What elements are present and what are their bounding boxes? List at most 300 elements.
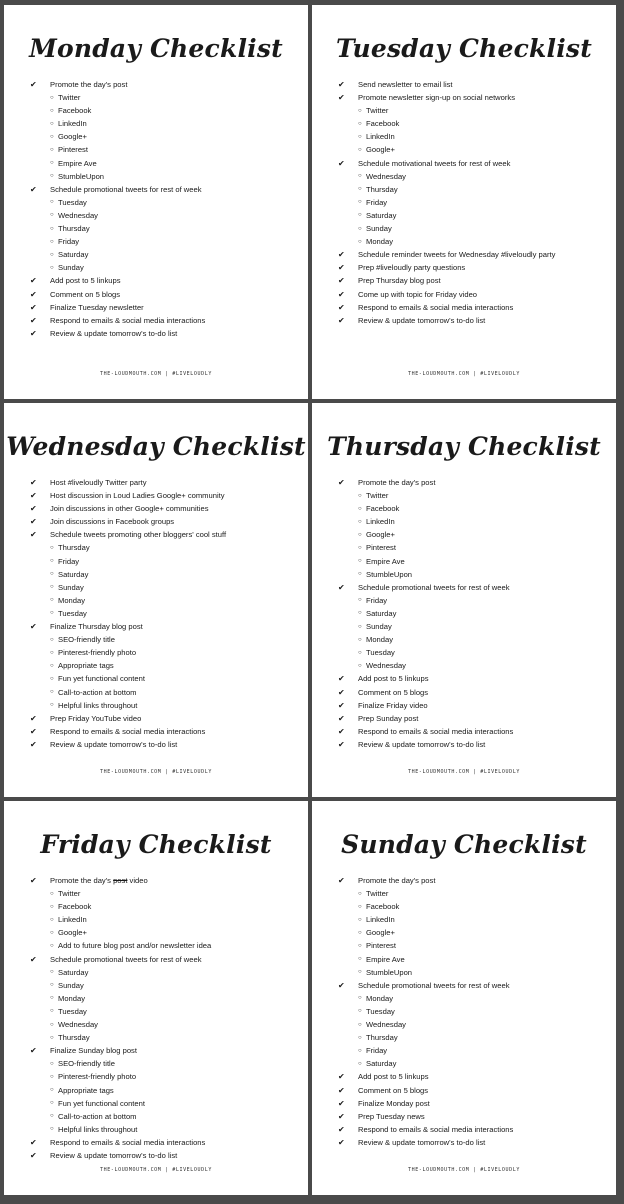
bullet-icon: ○ bbox=[50, 1008, 54, 1015]
item-text: Helpful links throughout bbox=[58, 700, 138, 710]
item-text: Review & update tomorrow's to-do list bbox=[358, 1137, 486, 1147]
checklist-item bbox=[338, 581, 616, 594]
checkmark-icon: ✔ bbox=[30, 1150, 37, 1160]
checkmark-icon: ✔ bbox=[30, 315, 37, 325]
checklist-subitem bbox=[30, 248, 308, 261]
card-title: Wednesday Checklist bbox=[6, 432, 306, 461]
item-text-struck: post bbox=[113, 876, 128, 885]
bullet-icon: ○ bbox=[50, 120, 54, 127]
item-text: Wednesday bbox=[58, 210, 98, 220]
bullet-icon: ○ bbox=[358, 1021, 362, 1028]
checkmark-icon: ✔ bbox=[30, 289, 37, 299]
item-text: Pinterest-friendly photo bbox=[58, 648, 137, 658]
item-text: Friday bbox=[366, 595, 388, 605]
checkmark-icon: ✔ bbox=[338, 739, 345, 749]
checklist-subitem bbox=[30, 1123, 308, 1136]
checklist-item bbox=[338, 157, 616, 170]
footer: THE-LOUDMOUTH.COM | #LIVELOUDLY bbox=[100, 371, 212, 377]
checklist-subitem bbox=[30, 143, 308, 156]
checklist-item bbox=[30, 1149, 308, 1162]
bullet-icon: ○ bbox=[50, 636, 54, 643]
bullet-icon: ○ bbox=[50, 173, 54, 180]
item-text: Review & update tomorrow's to-do list bbox=[50, 739, 178, 749]
item-text: Review & update tomorrow's to-do list bbox=[50, 328, 178, 338]
checklist-subitem bbox=[338, 939, 616, 952]
item-text: Call-to-action at bottom bbox=[58, 1111, 137, 1121]
item-text: Monday bbox=[366, 993, 394, 1003]
checkmark-icon: ✔ bbox=[338, 1072, 345, 1082]
item-text: Prep Friday YouTube video bbox=[50, 713, 142, 723]
checkmark-icon: ✔ bbox=[338, 713, 345, 723]
item-text: Wednesday bbox=[366, 661, 406, 671]
checklist-item bbox=[338, 91, 616, 104]
checklist-item bbox=[338, 874, 616, 887]
checklist-subitem bbox=[338, 183, 616, 196]
checklist-subitem bbox=[30, 1031, 308, 1044]
item-text: Google+ bbox=[366, 145, 395, 155]
card-title: Thursday Checklist bbox=[327, 432, 601, 461]
checklist-subitem bbox=[338, 555, 616, 568]
checkmark-icon: ✔ bbox=[338, 93, 345, 103]
checklist-subitem bbox=[30, 130, 308, 143]
bullet-icon: ○ bbox=[358, 1047, 362, 1054]
bullet-icon: ○ bbox=[50, 584, 54, 591]
bullet-icon: ○ bbox=[50, 610, 54, 617]
checklist-subitem bbox=[338, 104, 616, 117]
checklist-item bbox=[338, 261, 616, 274]
checklist bbox=[312, 874, 616, 1149]
checklist-subitem bbox=[338, 502, 616, 515]
item-text: Send newsletter to email list bbox=[358, 80, 453, 89]
checklist-subitem bbox=[338, 235, 616, 248]
checklist-subitem bbox=[30, 1084, 308, 1097]
item-text: Respond to emails & social media interactions bbox=[50, 315, 206, 325]
bullet-icon: ○ bbox=[358, 942, 362, 949]
checklist-subitem bbox=[338, 926, 616, 939]
item-text: Finalize Tuesday newsletter bbox=[50, 302, 144, 312]
checklist-item bbox=[338, 979, 616, 992]
footer: THE-LOUDMOUTH.COM | #LIVELOUDLY bbox=[408, 1167, 520, 1173]
item-text: Wednesday bbox=[58, 1020, 98, 1030]
checklist-subitem bbox=[30, 1110, 308, 1123]
item-text: Promote the day's post bbox=[358, 876, 436, 885]
checklist-subitem bbox=[30, 699, 308, 712]
item-text: Saturday bbox=[366, 210, 397, 220]
checklist-item bbox=[338, 1097, 616, 1110]
checklist-subitem bbox=[30, 541, 308, 554]
item-text: Join discussions in other Google+ communities bbox=[50, 504, 209, 514]
bullet-icon: ○ bbox=[358, 531, 362, 538]
item-text: Monday bbox=[58, 993, 86, 1003]
card-tuesday bbox=[312, 5, 616, 399]
item-text: Twitter bbox=[58, 93, 81, 103]
bullet-icon: ○ bbox=[50, 702, 54, 709]
checklist-subitem bbox=[338, 659, 616, 672]
checkmark-icon: ✔ bbox=[338, 700, 345, 710]
bullet-icon: ○ bbox=[50, 212, 54, 219]
checklist-item bbox=[30, 620, 308, 633]
item-text: Respond to emails & social media interactions bbox=[358, 302, 514, 312]
bullet-icon: ○ bbox=[358, 107, 362, 114]
checklist-item bbox=[30, 725, 308, 738]
checkmark-icon: ✔ bbox=[30, 80, 37, 89]
checklist-subitem bbox=[30, 555, 308, 568]
checklist-item bbox=[30, 528, 308, 541]
checklist-subitem bbox=[30, 222, 308, 235]
checklist-item bbox=[30, 515, 308, 528]
item-text: Google+ bbox=[366, 928, 395, 938]
checklist-item bbox=[30, 502, 308, 515]
item-text: Thursday bbox=[366, 184, 398, 194]
checklist bbox=[4, 874, 308, 1162]
bullet-icon: ○ bbox=[50, 1060, 54, 1067]
item-text: Saturday bbox=[58, 967, 89, 977]
item-text: Sunday bbox=[58, 980, 84, 990]
item-text: Prep Sunday post bbox=[358, 713, 419, 723]
item-text: SEO-friendly title bbox=[58, 1059, 115, 1069]
checklist-item bbox=[30, 327, 308, 340]
checkmark-icon: ✔ bbox=[30, 478, 37, 487]
bullet-icon: ○ bbox=[358, 890, 362, 897]
item-text: Join discussions in Facebook groups bbox=[50, 517, 175, 527]
checklist-subitem bbox=[30, 992, 308, 1005]
item-text: Facebook bbox=[366, 902, 400, 912]
item-text: Friday bbox=[58, 237, 80, 247]
bullet-icon: ○ bbox=[358, 492, 362, 499]
checklist-subitem bbox=[30, 104, 308, 117]
checklist-subitem bbox=[30, 117, 308, 130]
checklist-subitem bbox=[30, 91, 308, 104]
item-text: SEO-friendly title bbox=[58, 635, 115, 645]
item-text: Thursday bbox=[58, 543, 90, 553]
item-text: Twitter bbox=[366, 491, 389, 501]
item-text: Friday bbox=[366, 197, 388, 207]
checklist-item bbox=[30, 738, 308, 751]
checklist-subitem bbox=[30, 646, 308, 659]
checkmark-icon: ✔ bbox=[338, 302, 345, 312]
checklist-subitem bbox=[338, 607, 616, 620]
item-text: Thursday bbox=[58, 1033, 90, 1043]
checkmark-icon: ✔ bbox=[30, 184, 37, 194]
item-text: Finalize Monday post bbox=[358, 1098, 430, 1108]
item-text: Tuesday bbox=[58, 1006, 87, 1016]
checklist-item bbox=[30, 874, 308, 887]
checklist-subitem bbox=[338, 209, 616, 222]
item-text: Sunday bbox=[366, 224, 392, 234]
checklist-item bbox=[30, 288, 308, 301]
bullet-icon: ○ bbox=[50, 264, 54, 271]
checkmark-icon: ✔ bbox=[30, 622, 37, 632]
checklist-item bbox=[30, 274, 308, 287]
checkmark-icon: ✔ bbox=[30, 876, 37, 885]
bullet-icon: ○ bbox=[50, 558, 54, 565]
item-text: Fun yet functional content bbox=[58, 674, 145, 684]
checklist-item bbox=[30, 476, 308, 489]
bullet-icon: ○ bbox=[50, 675, 54, 682]
bullet-icon: ○ bbox=[358, 916, 362, 923]
item-text: Promote the day's post bbox=[358, 478, 436, 487]
bullet-icon: ○ bbox=[50, 160, 54, 167]
checkmark-icon: ✔ bbox=[338, 1085, 345, 1095]
item-text: Schedule motivational tweets for rest of week bbox=[358, 158, 511, 168]
footer: THE-LOUDMOUTH.COM | #LIVELOUDLY bbox=[408, 769, 520, 775]
checklist-item bbox=[338, 301, 616, 314]
checkmark-icon: ✔ bbox=[338, 726, 345, 736]
item-text: Wednesday bbox=[366, 171, 406, 181]
checklist-subitem bbox=[30, 979, 308, 992]
bullet-icon: ○ bbox=[50, 903, 54, 910]
bullet-icon: ○ bbox=[50, 251, 54, 258]
checklist-subitem bbox=[30, 607, 308, 620]
checkmark-icon: ✔ bbox=[30, 328, 37, 338]
item-text: Empire Ave bbox=[366, 954, 405, 964]
bullet-icon: ○ bbox=[50, 225, 54, 232]
checklist-item bbox=[30, 1136, 308, 1149]
checklist-subitem bbox=[30, 900, 308, 913]
checklist-subitem bbox=[30, 939, 308, 952]
checklist-subitem bbox=[30, 966, 308, 979]
bullet-icon: ○ bbox=[50, 107, 54, 114]
bullet-icon: ○ bbox=[358, 903, 362, 910]
item-text: Pinterest bbox=[366, 543, 396, 553]
item-text: Schedule reminder tweets for Wednesday #liveloudly party bbox=[358, 250, 556, 260]
checklist-item bbox=[338, 1136, 616, 1149]
item-text: Thursday bbox=[366, 1033, 398, 1043]
item-text: Schedule promotional tweets for rest of week bbox=[50, 184, 202, 194]
checklist-item bbox=[338, 288, 616, 301]
checklist-subitem bbox=[30, 209, 308, 222]
checklist-subitem bbox=[30, 157, 308, 170]
checklist-subitem bbox=[30, 686, 308, 699]
checkmark-icon: ✔ bbox=[30, 491, 37, 501]
item-text: Sunday bbox=[58, 582, 84, 592]
bullet-icon: ○ bbox=[358, 518, 362, 525]
checklist-subitem bbox=[30, 594, 308, 607]
item-text: Twitter bbox=[366, 106, 389, 116]
item-text: Prep Tuesday news bbox=[358, 1111, 425, 1121]
item-text: Comment on 5 blogs bbox=[358, 1085, 429, 1095]
checklist bbox=[312, 78, 616, 327]
item-text: StumbleUpon bbox=[366, 967, 413, 977]
checkmark-icon: ✔ bbox=[338, 1124, 345, 1134]
bullet-icon: ○ bbox=[358, 571, 362, 578]
bullet-icon: ○ bbox=[358, 120, 362, 127]
item-text: StumbleUpon bbox=[58, 171, 105, 181]
checklist-subitem bbox=[30, 581, 308, 594]
bullet-icon: ○ bbox=[358, 505, 362, 512]
checklist-item bbox=[30, 314, 308, 327]
item-text: Respond to emails & social media interactions bbox=[358, 1124, 514, 1134]
item-text: Schedule promotional tweets for rest of week bbox=[358, 980, 510, 990]
bullet-icon: ○ bbox=[50, 1100, 54, 1107]
bullet-icon: ○ bbox=[50, 1073, 54, 1080]
checklist-subitem bbox=[338, 620, 616, 633]
checklist-subitem bbox=[30, 568, 308, 581]
item-text: LinkedIn bbox=[366, 915, 395, 925]
checkmark-icon: ✔ bbox=[30, 1137, 37, 1147]
checkmark-icon: ✔ bbox=[338, 1111, 345, 1121]
item-text: Review & update tomorrow's to-do list bbox=[50, 1150, 178, 1160]
bullet-icon: ○ bbox=[50, 969, 54, 976]
checklist-subitem bbox=[30, 170, 308, 183]
checklist-subitem bbox=[338, 633, 616, 646]
checklist-item bbox=[30, 78, 308, 91]
bullet-icon: ○ bbox=[358, 662, 362, 669]
checklist-item bbox=[30, 953, 308, 966]
item-text: video bbox=[127, 876, 148, 885]
checkmark-icon: ✔ bbox=[338, 1137, 345, 1147]
checkmark-icon: ✔ bbox=[30, 713, 37, 723]
item-text: Monday bbox=[366, 237, 394, 247]
item-text: Pinterest bbox=[366, 941, 396, 951]
checkmark-icon: ✔ bbox=[338, 289, 345, 299]
item-text: Empire Ave bbox=[366, 556, 405, 566]
checklist-subitem bbox=[30, 261, 308, 274]
checklist-subitem bbox=[338, 143, 616, 156]
item-text: Appropriate tags bbox=[58, 661, 114, 671]
bullet-icon: ○ bbox=[50, 94, 54, 101]
item-text: Twitter bbox=[366, 889, 389, 899]
checklist-subitem bbox=[338, 646, 616, 659]
bullet-icon: ○ bbox=[50, 1034, 54, 1041]
checklist-item bbox=[338, 686, 616, 699]
item-text: LinkedIn bbox=[366, 517, 395, 527]
checkmark-icon: ✔ bbox=[338, 687, 345, 697]
bullet-icon: ○ bbox=[358, 1008, 362, 1015]
item-text: Tuesday bbox=[58, 197, 87, 207]
bullet-icon: ○ bbox=[358, 597, 362, 604]
checklist-item bbox=[338, 1070, 616, 1083]
item-text: Schedule tweets promoting other bloggers' cool stuff bbox=[50, 530, 227, 540]
footer: THE-LOUDMOUTH.COM | #LIVELOUDLY bbox=[408, 371, 520, 377]
bullet-icon: ○ bbox=[50, 199, 54, 206]
checklist-item bbox=[30, 301, 308, 314]
bullet-icon: ○ bbox=[50, 1021, 54, 1028]
item-text: Schedule promotional tweets for rest of week bbox=[50, 954, 202, 964]
checklist-item bbox=[338, 699, 616, 712]
item-text: Monday bbox=[58, 595, 86, 605]
checkmark-icon: ✔ bbox=[338, 478, 345, 487]
item-text: Twitter bbox=[58, 889, 81, 899]
item-text: Tuesday bbox=[366, 1006, 395, 1016]
item-text: Monday bbox=[366, 635, 394, 645]
checkmark-icon: ✔ bbox=[338, 263, 345, 273]
checkmark-icon: ✔ bbox=[30, 504, 37, 514]
item-text: Facebook bbox=[58, 106, 92, 116]
checklist-item bbox=[338, 314, 616, 327]
item-text: Review & update tomorrow's to-do list bbox=[358, 315, 486, 325]
item-text: Empire Ave bbox=[58, 158, 97, 168]
checklist-item bbox=[338, 476, 616, 489]
checklist-item bbox=[338, 1110, 616, 1123]
checklist-subitem bbox=[30, 235, 308, 248]
checklist-subitem bbox=[30, 1057, 308, 1070]
item-text: Finalize Sunday blog post bbox=[50, 1046, 137, 1056]
item-text: Saturday bbox=[366, 1059, 397, 1069]
footer: THE-LOUDMOUTH.COM | #LIVELOUDLY bbox=[100, 1167, 212, 1173]
bullet-icon: ○ bbox=[50, 689, 54, 695]
card-wednesday bbox=[4, 403, 308, 797]
checklist-subitem bbox=[338, 913, 616, 926]
item-text: Promote the day's post bbox=[50, 80, 128, 89]
checkmark-icon: ✔ bbox=[30, 302, 37, 312]
bullet-icon: ○ bbox=[358, 610, 362, 617]
item-text: Fun yet functional content bbox=[58, 1098, 145, 1108]
checkmark-icon: ✔ bbox=[30, 1046, 37, 1056]
checkmark-icon: ✔ bbox=[338, 158, 345, 168]
item-text: Facebook bbox=[366, 504, 400, 514]
item-text: Promote newsletter sign-up on social networks bbox=[358, 93, 516, 103]
card-monday bbox=[4, 5, 308, 399]
checklist-item bbox=[30, 712, 308, 725]
item-text: StumbleUpon bbox=[366, 569, 413, 579]
checklist-subitem bbox=[338, 489, 616, 502]
card-title: Monday Checklist bbox=[29, 34, 283, 63]
checkmark-icon: ✔ bbox=[338, 582, 345, 592]
item-text: Add post to 5 linkups bbox=[358, 674, 429, 684]
checklist-subitem bbox=[30, 196, 308, 209]
checkmark-icon: ✔ bbox=[30, 726, 37, 736]
item-text: Promote the day's bbox=[50, 876, 114, 885]
card-title: Tuesday Checklist bbox=[336, 34, 592, 63]
checklist-item bbox=[338, 248, 616, 261]
item-text: Tuesday bbox=[366, 648, 395, 658]
bullet-icon: ○ bbox=[50, 942, 54, 949]
bullet-icon: ○ bbox=[358, 929, 362, 936]
checklist-subitem bbox=[30, 1005, 308, 1018]
bullet-icon: ○ bbox=[358, 623, 362, 630]
card-title: Sunday Checklist bbox=[341, 830, 587, 859]
bullet-icon: ○ bbox=[50, 982, 54, 989]
bullet-icon: ○ bbox=[50, 890, 54, 897]
bullet-icon: ○ bbox=[50, 649, 54, 656]
checkmark-icon: ✔ bbox=[338, 980, 345, 990]
item-text: Tuesday bbox=[58, 608, 87, 618]
checklist-subitem bbox=[30, 672, 308, 685]
bullet-icon: ○ bbox=[50, 916, 54, 923]
checklist-item bbox=[30, 1044, 308, 1057]
bullet-icon: ○ bbox=[50, 1113, 54, 1120]
checklist-item bbox=[338, 712, 616, 725]
item-text: Host discussion in Loud Ladies Google+ community bbox=[50, 491, 225, 501]
item-text: Wednesday bbox=[366, 1020, 406, 1030]
checklist-item bbox=[30, 183, 308, 196]
checkmark-icon: ✔ bbox=[338, 250, 345, 260]
bullet-icon: ○ bbox=[358, 969, 362, 976]
item-text: Add post to 5 linkups bbox=[50, 276, 121, 286]
bullet-icon: ○ bbox=[50, 544, 54, 551]
bullet-icon: ○ bbox=[358, 649, 362, 656]
checklist-subitem bbox=[30, 633, 308, 646]
checklist-subitem bbox=[338, 528, 616, 541]
checklist-item bbox=[338, 738, 616, 751]
checklist bbox=[4, 78, 308, 340]
item-text: Respond to emails & social media interactions bbox=[50, 726, 206, 736]
checklist-subitem bbox=[30, 913, 308, 926]
card-thursday bbox=[312, 403, 616, 797]
checklist-subitem bbox=[338, 900, 616, 913]
item-text: Host #liveloudly Twitter party bbox=[50, 478, 147, 487]
item-text: Helpful links throughout bbox=[58, 1124, 138, 1134]
item-text: Call-to-action at bottom bbox=[58, 687, 137, 697]
card-friday bbox=[4, 801, 308, 1195]
checkmark-icon: ✔ bbox=[30, 517, 37, 527]
item-text: Saturday bbox=[58, 569, 89, 579]
checklist-subitem bbox=[338, 117, 616, 130]
checklist-subitem bbox=[338, 966, 616, 979]
bullet-icon: ○ bbox=[358, 212, 362, 219]
checklist-subitem bbox=[30, 1097, 308, 1110]
